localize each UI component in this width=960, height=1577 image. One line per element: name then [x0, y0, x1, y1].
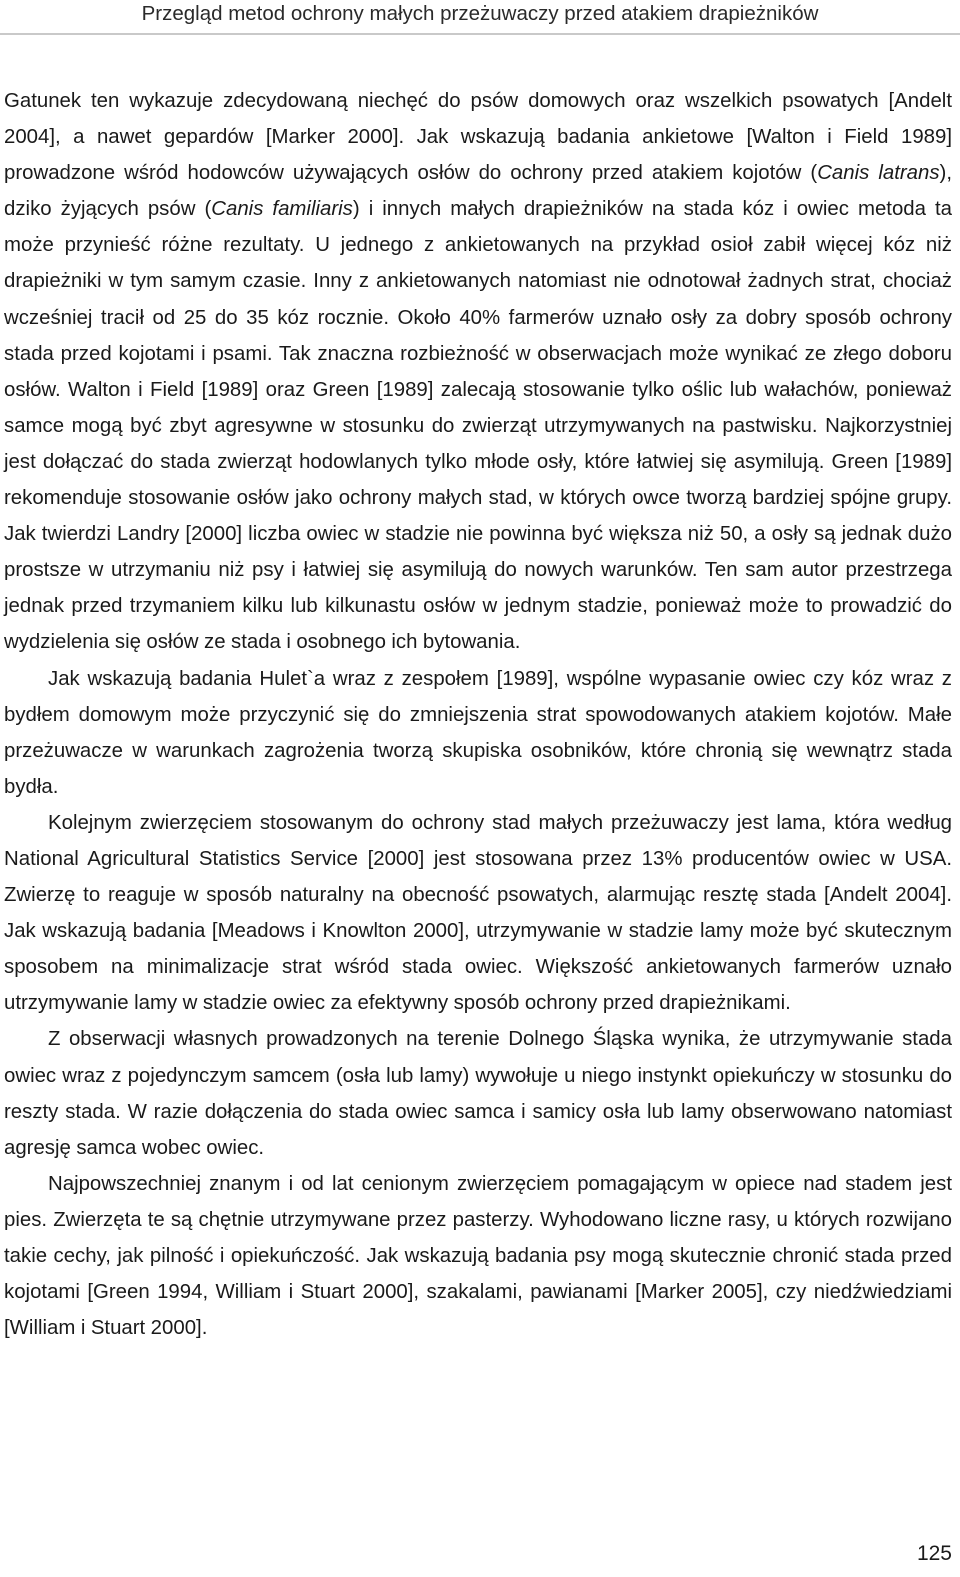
text-run: Najpowszechniej znanym i od lat cenionym zwierzęciem pomagającym w opiece nad stadem jest pies. Zwierzęta te są chętnie utrzymywane przez pasterzy. Wyhodowano liczne rasy, u których rozwijano takie cechy, jak pilność i opiekuńczość. Jak wskazują badania psy mogą skutecznie chronić stada przed kojotami [Green 1994, William i Stuart 2000], szakalami, pawianami [Marker 2005], czy niedźwiedziami [William i Stuart 2000].: [4, 1172, 952, 1340]
text-run: Jak wskazują badania Hulet`a wraz z zespołem [1989], wspólne wypasanie owiec czy kóz wraz z bydłem domowym może przyczynić się do zmniejszenia strat spowodowanych atakiem kojotów. Małe przeżuwacze w warunkach zagrożenia tworzą skupiska osobników, które chronią się wewnątrz stada bydła.: [4, 667, 952, 798]
running-header: [0, 0, 960, 35]
text-run: ) i innych małych drapieżników na stada kóz i owiec metoda ta może przynieść różne rezultaty. U jednego z ankietowanych na przykład osioł zabił więcej kóz niż drapieżniki w tym samym czasie. Inny z ankietowanych natomiast nie odnotował żadnych strat, chociaż wcześniej tracił od 25 do 35 kóz rocznie. Około 40% farmerów uznało osły za dobry sposób ochrony stada przed kojotami i psami. Tak znaczna rozbieżność w obserwacjach może wynikać ze złego doboru osłów. Walton i Field [1989] oraz Green [1989] zalecają stosowanie tylko oślic lub wałachów, ponieważ samce mogą być zbyt agresywne w stosunku do zwierząt utrzymywanych na pastwisku. Najkorzystniej jest dołączać do stada zwierząt hodowlanych tylko młode osły, które łatwiej się asymilują. Green [1989] rekomenduje stosowanie osłów jako ochrony małych stad, w których owce tworzą bardziej spójne grupy. Jak twierdzi Landry [2000] liczba owiec w stadzie nie powinna być większa niż 50, a osły są jednak dużo prostsze w utrzymaniu niż psy i łatwiej się asymilują do nowych warunków. Ten sam autor przestrzega jednak przed trzymaniem kilku lub kilkunastu osłów w jednym stadzie, ponieważ może to prowadzić do wydzielenia się osłów ze stada i osobnego ich bytowania.: [4, 198, 952, 654]
species-name: Canis latrans: [817, 162, 940, 185]
species-name: Canis familiaris: [211, 198, 353, 221]
paragraph: [4, 805, 952, 1022]
paragraph: [4, 1166, 952, 1346]
text-run: ), dziko żyjących psów (: [4, 162, 952, 221]
text-run: Kolejnym zwierzęciem stosowanym do ochrony stad małych przeżuwaczy jest lama, która według National Agricultural Statistics Service [2000] jest stosowana przez 13% producentów owiec w USA. Zwierzę to reaguje w sposób naturalny na obecność psowatych, alarmując resztę stada [Andelt 2004]. Jak wskazują badania [Meadows i Knowlton 2000], utrzymywanie w stadzie lamy może być skutecznym sposobem na minimalizacje strat wśród stada owiec. Większość ankietowanych farmerów uznało utrzymywanie lamy w stadzie owiec za efektywny sposób ochrony przed drapieżnikami.: [4, 811, 952, 1015]
text-run: Z obserwacji własnych prowadzonych na terenie Dolnego Śląska wynika, że utrzymywanie stada owiec wraz z pojedynczym samcem (osła lub lamy) wywołuje u niego instynkt opiekuńczy w stosunku do reszty stada. W razie dołączenia do stada owiec samca i samicy osła lub lamy obserwowano natomiast agresję samca wobec owiec.: [4, 1028, 952, 1159]
paragraph: [4, 661, 952, 805]
paragraph: [4, 83, 952, 661]
page-number: 125: [916, 1542, 952, 1565]
running-header-title: Przegląd metod ochrony małych przeżuwaczy przed atakiem drapieżników: [141, 2, 819, 25]
body-text: [4, 83, 952, 1346]
paragraph: [4, 1021, 952, 1165]
text-run: Gatunek ten wykazuje zdecydowaną niechęć do psów domowych oraz wszelkich psowatych [Andelt 2004], a nawet gepardów [Marker 2000]. Jak wskazują badania ankietowe [Walton i Field 1989] prowadzone wśród hodowców używających osłów do ochrony przed atakiem kojotów (: [4, 90, 952, 185]
